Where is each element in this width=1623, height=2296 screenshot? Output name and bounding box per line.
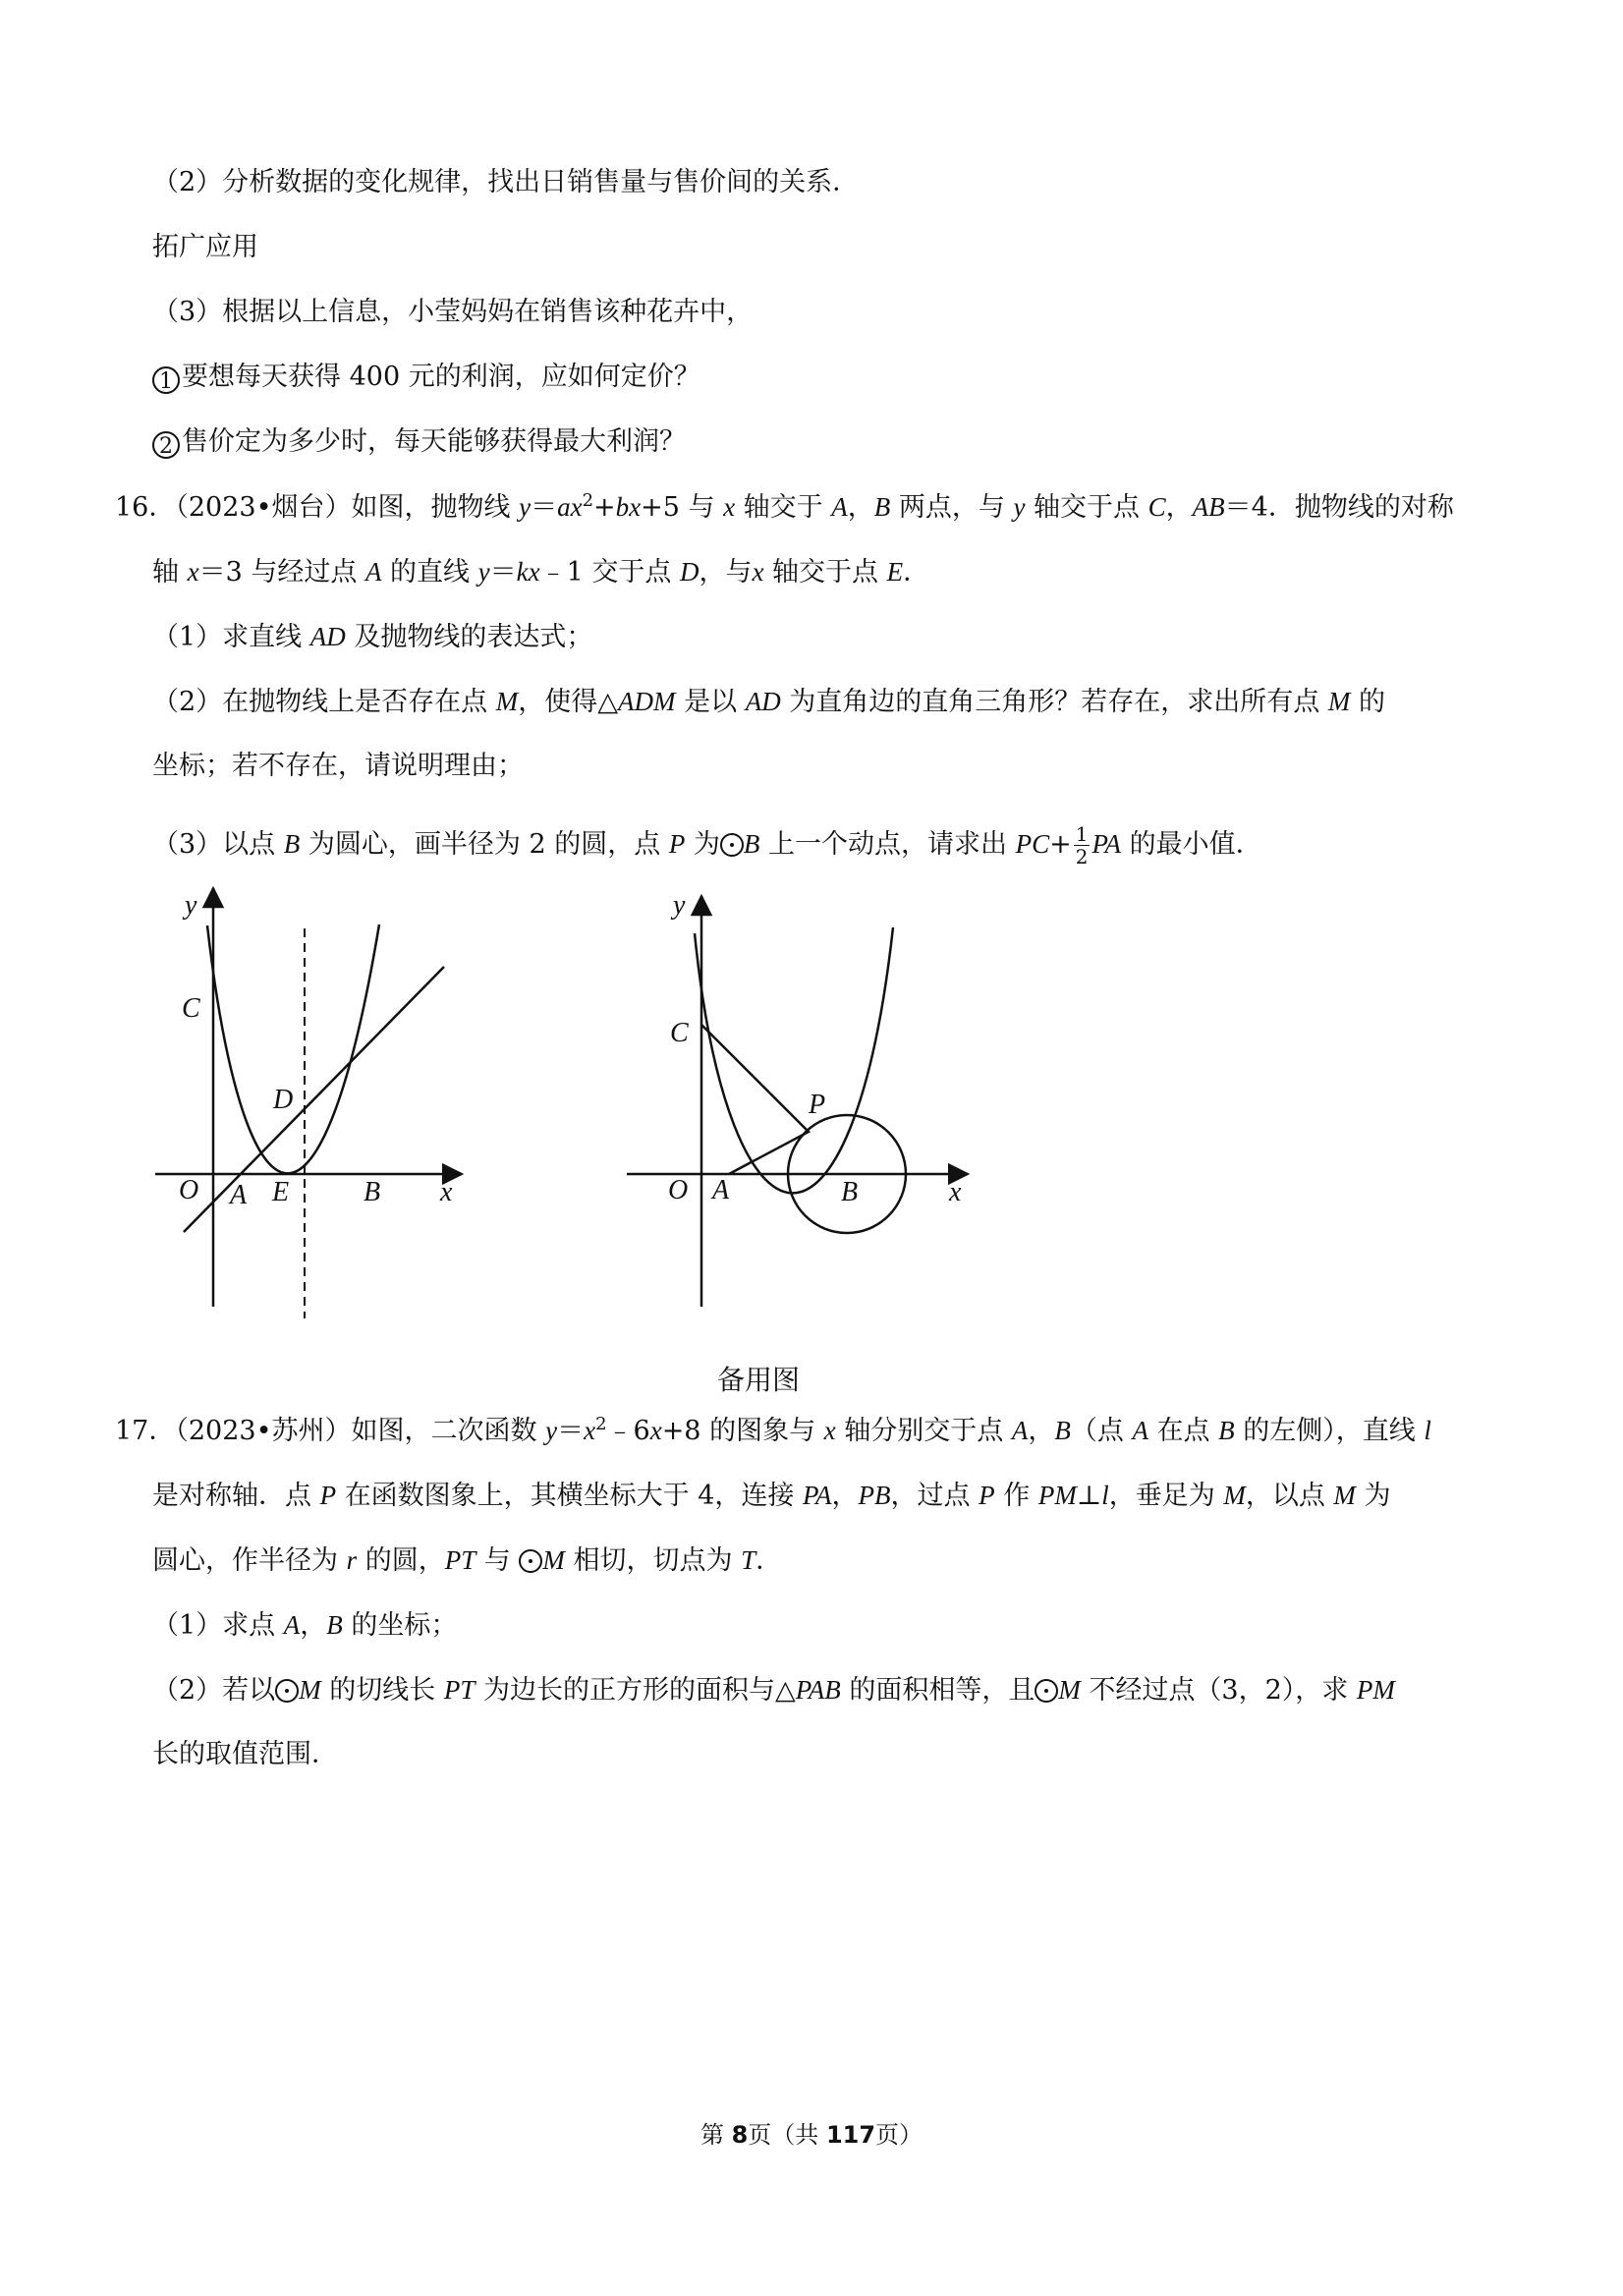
circle-dot-icon	[275, 1679, 299, 1703]
text-line: 2 售价定为多少时，每天能够获得最大利润？	[152, 422, 1498, 462]
question-17-header: 17．（2023•苏州）如图，二次函数 $y=x^2﹣6x+8$ 的图象与 x 轴分别交于点 A，B（点 A 在点 B 的左侧），直线 l	[115, 1414, 1431, 1446]
figure-2	[619, 874, 982, 1326]
fraction: $\frac{1}{2}$	[1075, 822, 1089, 868]
label-a: A	[712, 1175, 730, 1205]
circle-dot-icon	[519, 1549, 542, 1573]
label-x: x	[440, 1177, 453, 1207]
label-x: x	[949, 1177, 962, 1207]
circle-dot-icon	[720, 833, 744, 857]
label-y: y	[673, 890, 686, 921]
text-line: （2）若以 M 的切线长 PT 为边长的正方形的面积与△PAB 的面积相等，且 M 不经过点（3，2），求 PM	[152, 1675, 1395, 1706]
text-line: 1 要想每天获得 400 元的利润，应如何定价？	[152, 358, 1498, 397]
question-16-header: 16．（2023•烟台）如图，抛物线 $y=ax^2+bx+5$ 与 x 轴交于 A，B 两点，与 y 轴交于点 C，AB＝4．抛物线的对称	[115, 490, 1454, 523]
text-line: （2）分析数据的变化规律，找出日销售量与售价间的关系．	[152, 167, 860, 197]
line-ad	[184, 967, 444, 1232]
label-c: C	[182, 993, 200, 1024]
parabola	[207, 924, 379, 1173]
text-line: 坐标；若不存在，请说明理由；	[152, 751, 524, 781]
circled-number: 2	[152, 431, 180, 459]
text-line: 长的取值范围．	[152, 1739, 338, 1769]
label-b: B	[364, 1177, 381, 1207]
text-line: （3）根据以上信息，小莹妈妈在销售该种花卉中，	[152, 297, 754, 327]
label-b: B	[841, 1177, 859, 1207]
figure-caption: 备用图	[717, 1364, 801, 1396]
label-d: D	[273, 1085, 294, 1115]
label-o: O	[179, 1175, 199, 1205]
section-heading: 拓广应用	[152, 232, 258, 262]
parabola	[695, 927, 893, 1193]
circled-number: 1	[152, 366, 180, 394]
text-line: 是对称轴．点 P 在函数图象上，其横坐标大于 4，连接 PA，PB，过点 P 作 PM⊥l，垂足为 M，以点 M 为	[152, 1481, 1391, 1511]
text-line: （1）求点 A，B 的坐标；	[152, 1610, 458, 1641]
label-p: P	[809, 1090, 826, 1120]
label-c: C	[670, 1018, 689, 1048]
text-line: 轴 x＝3 与经过点 A 的直线 y＝kx﹣1 交于点 D，与x 轴交于点 E．	[152, 557, 930, 588]
text-line: 圆心，作半径为 r 的圆，PT 与 M 相切，切点为 T．	[152, 1545, 783, 1576]
text-line: （1）求直线 AD 及抛物线的表达式；	[152, 622, 593, 652]
page-footer: 第 8页（共 117页）	[700, 2121, 923, 2149]
circle-dot-icon	[1035, 1679, 1058, 1703]
label-a: A	[230, 1180, 248, 1210]
label-o: O	[668, 1175, 689, 1205]
text-line: （2）在抛物线上是否存在点 M，使得△ADM 是以 AD 为直角边的直角三角形？若存在，求出所有点 M 的	[152, 687, 1385, 717]
figure-1	[147, 874, 481, 1326]
label-e: E	[272, 1177, 290, 1207]
label-y: y	[185, 890, 197, 921]
text-line: （3）以点 B 为圆心，画半径为 2 的圆，点 P 为 B 上一个动点，请求出 PC+ $\frac{1}{2}$ PA 的最小值．	[152, 822, 1262, 868]
